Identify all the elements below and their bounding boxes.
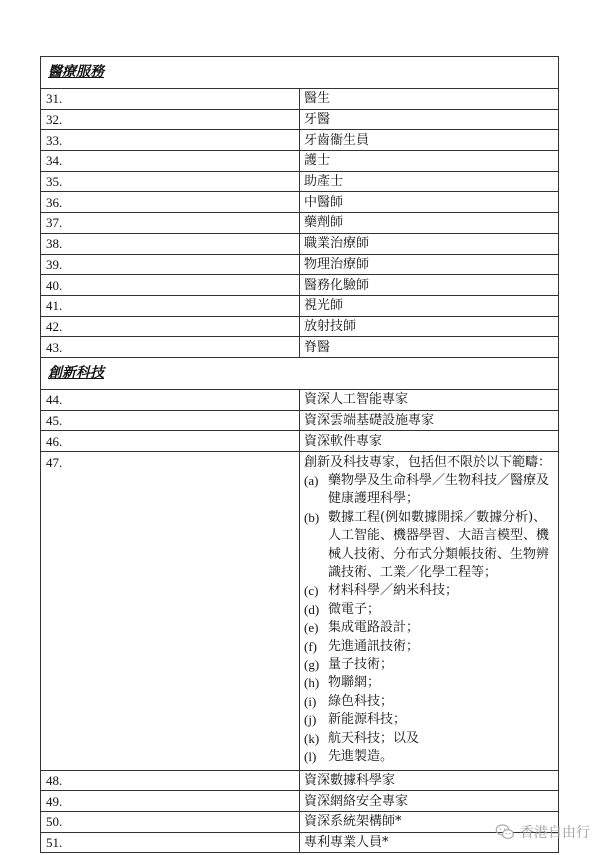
row-number: 40. bbox=[41, 275, 300, 296]
occupation-name: 創新及科技專家，包括但不限於以下範疇： bbox=[304, 455, 552, 470]
sub-item bbox=[304, 656, 558, 674]
sub-item-label: (j) bbox=[304, 712, 317, 728]
row-number: 34. bbox=[41, 151, 300, 172]
row-number: 48. bbox=[41, 770, 300, 791]
sub-item-label: (h) bbox=[304, 675, 320, 691]
sub-item-text: 集成電路設計； bbox=[328, 620, 420, 636]
sub-item-label: (l) bbox=[304, 749, 317, 765]
section-title: 創新科技 bbox=[41, 357, 559, 389]
occupation-name: 牙齒衞生員 bbox=[304, 132, 370, 148]
table-row bbox=[41, 89, 559, 110]
watermark bbox=[495, 822, 590, 842]
table-row bbox=[41, 316, 559, 337]
occupation-cell bbox=[300, 316, 559, 337]
table-row bbox=[41, 431, 559, 452]
occupation-cell bbox=[300, 770, 559, 791]
occupation-name: 資深雲端基礎設施專家 bbox=[304, 412, 435, 428]
occupation-table bbox=[40, 56, 559, 853]
sub-item bbox=[304, 674, 558, 692]
occupation-cell bbox=[300, 171, 559, 192]
occupation-name: 醫務化驗師 bbox=[304, 277, 370, 293]
table-row bbox=[41, 171, 559, 192]
row-number: 38. bbox=[41, 233, 300, 254]
occupation-cell bbox=[300, 410, 559, 431]
occupation-name: 資深軟件專家 bbox=[304, 433, 383, 449]
occupation-name: 牙醫 bbox=[304, 112, 331, 128]
occupation-cell bbox=[300, 337, 559, 358]
section-header-row bbox=[41, 57, 559, 89]
sub-item-label: (f) bbox=[304, 638, 317, 654]
sub-item bbox=[304, 693, 558, 711]
document-page bbox=[40, 56, 559, 853]
table-row bbox=[41, 389, 559, 410]
sub-item-text: 藥物學及生命科學／生物科技／醫療及健康護理科學； bbox=[328, 473, 550, 507]
sub-item bbox=[304, 619, 558, 637]
occupation-cell bbox=[300, 89, 559, 110]
occupation-name: 視光師 bbox=[304, 298, 344, 314]
sub-item-label: (a) bbox=[304, 473, 319, 488]
occupation-cell bbox=[300, 431, 559, 452]
row-number: 49. bbox=[41, 791, 300, 812]
sub-item-text: 綠色科技； bbox=[328, 693, 394, 709]
occupation-cell bbox=[300, 109, 559, 130]
occupation-cell bbox=[300, 192, 559, 213]
sub-item-text: 航天科技；以及 bbox=[328, 730, 420, 746]
occupation-name: 物理治療師 bbox=[304, 256, 370, 272]
row-number: 44. bbox=[41, 389, 300, 410]
occupation-cell bbox=[300, 151, 559, 172]
occupation-name: 藥劑師 bbox=[304, 215, 344, 231]
sub-item bbox=[304, 601, 558, 619]
sub-item bbox=[304, 748, 558, 766]
table-row bbox=[41, 130, 559, 151]
occupation-cell bbox=[300, 389, 559, 410]
occupation-cell bbox=[300, 452, 559, 771]
row-number: 47. bbox=[41, 452, 300, 771]
row-number: 50. bbox=[41, 811, 300, 832]
table-row bbox=[41, 275, 559, 296]
sub-item-text: 數據工程(例如數據開採／數據分析)、人工智能、機器學習、大語言模型、機械人技術、分布式分類帳技術、生物辨識技術、工業／化學工程等； bbox=[328, 509, 550, 581]
occupation-name: 專利專業人員* bbox=[304, 834, 389, 850]
sub-item bbox=[304, 730, 558, 748]
sub-item bbox=[304, 711, 558, 729]
occupation-name: 資深系統架構師* bbox=[304, 814, 402, 830]
sub-item-label: (e) bbox=[304, 620, 319, 636]
row-number: 42. bbox=[41, 316, 300, 337]
occupation-cell bbox=[300, 275, 559, 296]
sub-item-text: 量子技術； bbox=[328, 657, 394, 673]
table-row bbox=[41, 233, 559, 254]
occupation-cell bbox=[300, 233, 559, 254]
occupation-name: 助產士 bbox=[304, 174, 344, 190]
table-row bbox=[41, 770, 559, 791]
occupation-cell bbox=[300, 130, 559, 151]
row-number: 43. bbox=[41, 337, 300, 358]
occupation-name: 資深數據科學家 bbox=[304, 772, 396, 788]
table-row bbox=[41, 811, 559, 832]
occupation-name: 職業治療師 bbox=[304, 236, 370, 252]
table-row bbox=[41, 109, 559, 130]
occupation-cell bbox=[300, 254, 559, 275]
table-row bbox=[41, 832, 559, 853]
table-row bbox=[41, 254, 559, 275]
sub-item-text: 新能源科技； bbox=[328, 712, 407, 728]
occupation-cell bbox=[300, 295, 559, 316]
wechat-icon bbox=[495, 822, 515, 842]
occupation-name: 護士 bbox=[304, 153, 331, 169]
sub-item-label: (c) bbox=[304, 583, 319, 599]
sub-item-text: 物聯網； bbox=[328, 675, 381, 691]
occupation-name: 資深網絡安全專家 bbox=[304, 793, 409, 809]
row-number: 51. bbox=[41, 832, 300, 853]
table-row bbox=[41, 192, 559, 213]
row-number: 35. bbox=[41, 171, 300, 192]
row-number: 37. bbox=[41, 213, 300, 234]
occupation-name: 醫生 bbox=[304, 91, 331, 107]
row-number: 31. bbox=[41, 89, 300, 110]
table-row bbox=[41, 151, 559, 172]
sub-item-label: (b) bbox=[304, 509, 320, 525]
row-number: 36. bbox=[41, 192, 300, 213]
row-number: 46. bbox=[41, 431, 300, 452]
occupation-name: 脊醫 bbox=[304, 339, 331, 355]
table-row bbox=[41, 452, 559, 771]
sub-item-label: (i) bbox=[304, 693, 317, 709]
row-number: 45. bbox=[41, 410, 300, 431]
row-number: 41. bbox=[41, 295, 300, 316]
sub-item-label: (d) bbox=[304, 601, 320, 617]
sub-item-text: 微電子； bbox=[328, 601, 381, 617]
watermark-text: 香港自由行 bbox=[520, 825, 590, 841]
table-row bbox=[41, 337, 559, 358]
occupation-name: 資深人工智能專家 bbox=[304, 392, 409, 408]
table-row bbox=[41, 213, 559, 234]
sub-item bbox=[304, 509, 558, 583]
occupation-cell bbox=[300, 213, 559, 234]
sub-item bbox=[304, 638, 558, 656]
sub-item-text: 先進製造。 bbox=[328, 749, 394, 765]
sub-item-label: (k) bbox=[304, 730, 320, 746]
row-number: 39. bbox=[41, 254, 300, 275]
occupation-name: 放射技師 bbox=[304, 318, 357, 334]
occupation-table-body bbox=[41, 57, 559, 853]
sub-item bbox=[304, 472, 558, 509]
sub-item bbox=[304, 582, 558, 600]
occupation-cell bbox=[300, 791, 559, 812]
section-header-row bbox=[41, 357, 559, 389]
table-row bbox=[41, 295, 559, 316]
sub-item-label: (g) bbox=[304, 657, 320, 673]
table-row bbox=[41, 410, 559, 431]
table-row bbox=[41, 791, 559, 812]
row-number: 33. bbox=[41, 130, 300, 151]
sub-item-text: 先進通訊技術； bbox=[328, 638, 420, 654]
sub-item-text: 材料科學／納米科技； bbox=[328, 583, 459, 599]
row-number: 32. bbox=[41, 109, 300, 130]
section-title: 醫療服務 bbox=[41, 57, 559, 89]
occupation-name: 中醫師 bbox=[304, 194, 344, 210]
